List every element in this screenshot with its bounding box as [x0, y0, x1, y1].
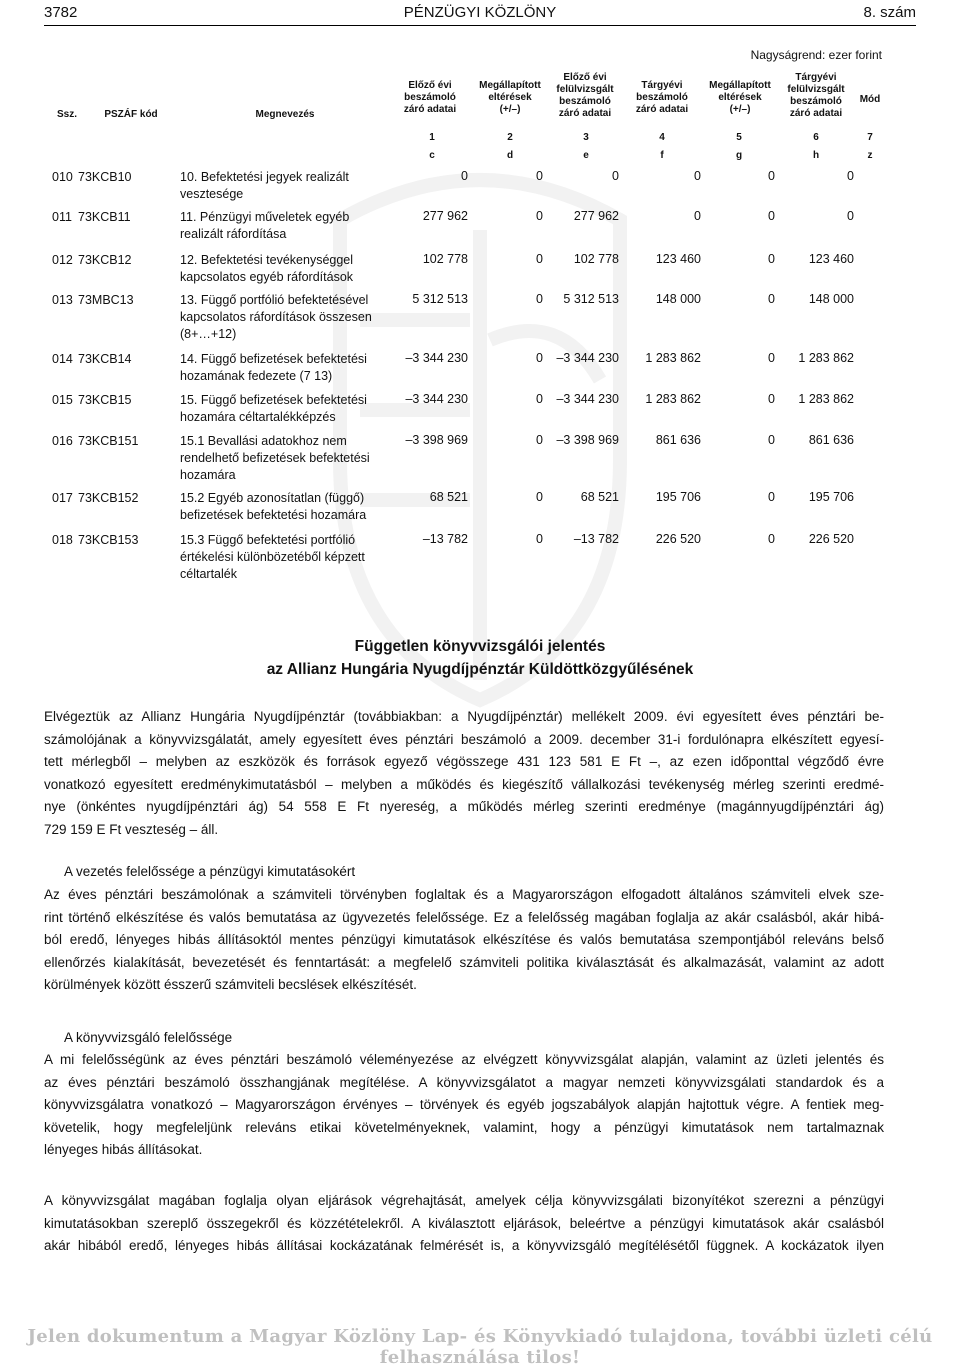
paragraph-auditor	[44, 1049, 884, 1162]
row-value: 0	[536, 532, 543, 546]
col-letter: c	[429, 150, 435, 161]
paragraph-line: A könyvvizsgálat magában foglalja olyan eljárások végrehajtását, amelyek célja könyvvizsgálati bizonyítékot szerezni a pénzügyi	[44, 1193, 884, 1208]
row-value: 0	[536, 209, 543, 223]
row-ssz: 010	[52, 170, 73, 184]
paragraph-line: lényeges hibás állításokat.	[44, 1142, 203, 1157]
col-number: 2	[507, 132, 513, 143]
row-value: 0	[536, 490, 543, 504]
row-name: kapcsolatos egyéb ráfordítások	[180, 270, 354, 284]
publication-title: PÉNZÜGYI KÖZLÖNY	[403, 4, 557, 21]
col-header-2-line: Megállapított	[479, 80, 541, 91]
row-value: 0	[461, 169, 468, 183]
col-header-5-line: eltérések	[718, 92, 762, 103]
col-letter: g	[735, 150, 743, 161]
paragraph-line: Az éves pénztári beszámolónak a számviteli törvényben foglaltak és a Magyarországon elfogadott általános számviteli elvek sze-	[44, 887, 884, 902]
row-name: 10. Befektetési jegyek realizált	[180, 170, 349, 184]
row-name: hozamára céltartalékképzés	[180, 410, 336, 424]
col-header-1-line: beszámoló	[404, 92, 456, 103]
paragraph-line: rint történő elkészítése és valós bemutatása az ügyvezetés felelőssége. Ez a felelősség magában foglalja az akár csalásból, akár hibá-	[44, 909, 884, 925]
row-name: hozamának fedezete (7 13)	[180, 369, 333, 383]
col-header-3-line: záró adatai	[558, 108, 612, 119]
page-number: 3782	[44, 4, 78, 21]
col-header-6-line: beszámoló	[790, 96, 842, 107]
row-name: vesztesége	[180, 187, 244, 201]
col-header-5	[700, 80, 780, 116]
report-subtitle: az Allianz Hungária Nyugdíjpénztár Küldöttközgyűlésének	[266, 661, 694, 678]
paragraph-intro	[44, 706, 884, 841]
row-value: 195 706	[655, 490, 701, 504]
row-name: hozamára	[180, 468, 236, 482]
row-pszaf-code: 73KCB12	[78, 253, 132, 267]
row-pszaf-code: 73KCB152	[78, 491, 139, 505]
col-header-2-line: (+/–)	[499, 104, 521, 115]
row-value: 0	[768, 169, 775, 183]
row-value: –3 344 230	[405, 351, 468, 365]
row-name: 15. Függő befizetések befektetési	[180, 393, 367, 407]
paragraph-line: körülmények között ésszerű számviteli becslések elkészítését.	[44, 977, 417, 992]
row-value: 1 283 862	[645, 351, 701, 365]
row-pszaf-code: 73KCB11	[78, 210, 131, 224]
row-value: 195 706	[808, 490, 854, 504]
page-header	[44, 4, 916, 24]
row-ssz: 017	[52, 491, 73, 505]
row-value: 0	[612, 169, 619, 183]
col-header-6-line: záró adatai	[789, 108, 843, 119]
col-letter: d	[506, 150, 514, 161]
paragraph-line: kimutatásokban szereplő összegekről és közzétételekről. A kiválasztott eljárások, beleértve a pénzügyi kimutatások akár csalásból	[44, 1215, 884, 1231]
col-letter: e	[583, 150, 589, 161]
heading-auditor-responsibility: A könyvvizsgáló felelőssége	[64, 1030, 233, 1045]
row-pszaf-code: 73KCB151	[78, 434, 139, 448]
row-pszaf-code: 73KCB10	[78, 170, 132, 184]
row-ssz: 015	[52, 393, 73, 407]
row-value: 148 000	[808, 292, 854, 306]
col-number: 1	[429, 132, 435, 143]
row-value: 0	[536, 433, 543, 447]
col-header-3	[545, 72, 625, 120]
row-ssz: 018	[52, 533, 73, 547]
col-letter: h	[812, 150, 820, 161]
paragraph-line: számolójának a könyvvizsgálatát, amely egyesített éves pénztári beszámoló a 2009. december 31-i fordulónapra elkészített egyesí-	[44, 731, 884, 747]
paragraph-line: az éves pénztári beszámoló összhangjának megítélése. A könyvvizsgálatot a magyar nemzeti könyvvizsgálati standardok és a	[44, 1074, 884, 1090]
row-ssz: 012	[52, 253, 73, 267]
col-number: 3	[583, 132, 589, 143]
row-value: 226 520	[808, 532, 854, 546]
row-name: (8+…+12)	[180, 327, 237, 341]
row-name: kapcsolatos ráfordítások összesen	[180, 310, 372, 324]
col-header-5-line: (+/–)	[729, 104, 751, 115]
row-value: 0	[536, 392, 543, 406]
paragraph-line: A mi felelősségünk az éves pénztári beszámoló véleményezése az elvégzett könyvvizsgálat alapján, valamint az üzleti jelentés és	[44, 1052, 884, 1067]
col-header-6-line: felülvizsgált	[787, 84, 845, 95]
row-name: 14. Függő befizetések befektetési	[180, 352, 367, 366]
row-value: 0	[768, 532, 775, 546]
col-header-mod: Mód	[859, 94, 881, 105]
row-value: –13 782	[422, 532, 468, 546]
row-value: 123 460	[808, 252, 854, 266]
row-value: –3 344 230	[556, 351, 619, 365]
row-value: –3 398 969	[556, 433, 619, 447]
row-pszaf-code: 73KCB153	[78, 533, 139, 547]
row-name: 15.1 Bevallási adatokhoz nem	[180, 434, 347, 448]
row-ssz: 016	[52, 434, 73, 448]
col-header-4	[622, 80, 702, 116]
col-number: 6	[813, 132, 819, 143]
paragraph-line: nye (önkéntes nyugdíjpénztári ág) 54 558 E Ft nyereség, a működés mérleg szerinti eredménye (magánnyugdíjpénztári ág)	[44, 799, 884, 814]
col-header-4-line: beszámoló	[636, 92, 688, 103]
paragraph-line: Elvégeztük az Allianz Hungária Nyugdíjpénztár (továbbiakban: a Nyugdíjpénztár) mellékelt 2009. évi egyesített éves pénztári be-	[44, 709, 884, 724]
row-value: 148 000	[655, 292, 701, 306]
row-value: 5 312 513	[412, 292, 468, 306]
row-name: befizetések befektetési hozamára	[180, 508, 367, 522]
col-number: 5	[736, 132, 742, 143]
row-value: 277 962	[422, 209, 468, 223]
row-pszaf-code: 73KCB15	[78, 393, 132, 407]
row-value: 226 520	[655, 532, 701, 546]
row-value: –3 398 969	[405, 433, 468, 447]
row-value: 0	[768, 392, 775, 406]
row-value: 0	[694, 169, 701, 183]
col-header-3-line: Előző évi	[563, 72, 607, 83]
col-header-name: Megnevezés	[255, 109, 315, 120]
col-header-ssz: Ssz.	[56, 109, 77, 120]
paragraph-procedures	[44, 1190, 884, 1258]
col-header-6	[776, 72, 856, 120]
row-value: 68 521	[580, 490, 619, 504]
heading-management-responsibility: A vezetés felelőssége a pénzügyi kimutatásokért	[64, 864, 356, 879]
col-header-pszaf: PSZÁF kód	[104, 109, 158, 120]
row-value: –3 344 230	[405, 392, 468, 406]
row-value: 861 636	[808, 433, 854, 447]
row-value: 0	[768, 433, 775, 447]
col-letter: f	[660, 150, 664, 161]
row-value: 102 778	[573, 252, 619, 266]
col-header-1-line: záró adatai	[403, 104, 457, 115]
paragraph-line: akár hibából eredő, lényeges hibás állításai kockázatának felmérését is, a könyvvizsgáló megítélésétől függnek. A kockázatok ilyen	[44, 1238, 884, 1253]
row-pszaf-code: 73MBC13	[78, 293, 134, 307]
report-title: Független könyvvizsgálói jelentés	[354, 638, 606, 655]
row-value: 1 283 862	[798, 351, 854, 365]
row-value: 0	[694, 209, 701, 223]
col-header-1	[390, 80, 470, 116]
col-header-4-line: Tárgyévi	[641, 80, 683, 91]
col-number: 4	[659, 132, 665, 143]
row-value: 1 283 862	[645, 392, 701, 406]
row-ssz: 011	[52, 210, 72, 224]
row-value: 0	[536, 169, 543, 183]
row-name: 11. Pénzügyi műveletek egyéb	[180, 210, 350, 224]
col-number: 7	[867, 132, 873, 143]
row-value: 1 283 862	[798, 392, 854, 406]
row-pszaf-code: 73KCB14	[78, 352, 132, 366]
row-value: 0	[768, 490, 775, 504]
header-divider	[44, 25, 916, 26]
col-header-1-line: Előző évi	[408, 80, 452, 91]
row-value: 0	[847, 209, 854, 223]
row-value: 0	[536, 252, 543, 266]
col-header-4-line: záró adatai	[635, 104, 689, 115]
row-name: rendelhető befizetések befektetési	[180, 451, 370, 465]
col-header-5-line: Megállapított	[709, 80, 771, 91]
paragraph-management	[44, 884, 884, 997]
row-value: 0	[768, 351, 775, 365]
row-name: 15.2 Egyéb azonosítatlan (függő)	[180, 491, 365, 505]
row-value: 68 521	[429, 490, 468, 504]
row-value: 5 312 513	[563, 292, 619, 306]
unit-note: Nagyságrend: ezer forint	[750, 48, 882, 62]
row-value: 0	[768, 209, 775, 223]
row-name: 12. Befektetési tevékenységgel	[180, 253, 354, 267]
row-value: 277 962	[573, 209, 619, 223]
col-header-2	[470, 80, 550, 116]
paragraph-line: ból eredő, lényeges hibás állításoktól mentes pénzügyi kimutatások elkészítése és valós bemutatása szempontjából releváns belső	[44, 932, 884, 947]
issue-number: 8. szám	[863, 4, 916, 21]
row-name: 15.3 Függő befektetési portfólió	[180, 533, 356, 547]
paragraph-line: követelik, hogy megfeleljünk releváns etikai követelményeknek, valamint, hogy a pénzügyi kimutatások nem tartalmaznak	[44, 1119, 884, 1135]
row-value: 123 460	[655, 252, 701, 266]
paragraph-line: tett mérlegből – melyben az eszközök és források egyező végösszege 431 123 581 E Ft –, az ezen időponttal végződő évre	[44, 754, 884, 769]
row-name: 13. Függő portfólió befektetésével	[180, 293, 369, 307]
row-value: –13 782	[573, 532, 619, 546]
row-name: értékelési különbözetéből képzett	[180, 550, 365, 564]
paragraph-line: vonatkozó egyesített eredménykimutatásból – melyben a működés és kiegészítő vállalkozási tevékenység mérleg szerinti eredmé-	[44, 776, 884, 792]
copyright-footer: Jelen dokumentum a Magyar Közlöny Lap- és Könyvkiadó tulajdona, további üzleti célú felhasználása tilos!	[27, 1326, 933, 1368]
row-value: 102 778	[422, 252, 468, 266]
row-ssz: 013	[52, 293, 73, 307]
row-value: 0	[768, 252, 775, 266]
paragraph-line: könyvvizsgálatra vonatkozó – Magyarországon érvényes – törvények és egyéb jogszabályok alapján hajtottuk végre. A fentiek meg-	[44, 1097, 884, 1112]
row-value: 0	[536, 351, 543, 365]
row-value: 861 636	[655, 433, 701, 447]
col-header-6-line: Tárgyévi	[795, 72, 837, 83]
row-value: 0	[847, 169, 854, 183]
paragraph-line: ellenőrzés kialakítását, bevezetését és fenntartását: a megfelelő számviteli politika kiválasztását és alkalmazását, valamint az adott	[44, 954, 884, 970]
row-ssz: 014	[52, 352, 73, 366]
row-value: –3 344 230	[556, 392, 619, 406]
row-value: 0	[536, 292, 543, 306]
col-header-2-line: eltérések	[488, 92, 532, 103]
col-header-3-line: beszámoló	[559, 96, 611, 107]
col-header-3-line: felülvizsgált	[556, 84, 614, 95]
col-letter: z	[867, 150, 873, 161]
row-name: realizált ráfordítása	[180, 227, 287, 241]
row-value: 0	[768, 292, 775, 306]
paragraph-line: 729 159 E Ft veszteség – áll.	[44, 821, 219, 837]
row-name: céltartalék	[180, 567, 237, 581]
